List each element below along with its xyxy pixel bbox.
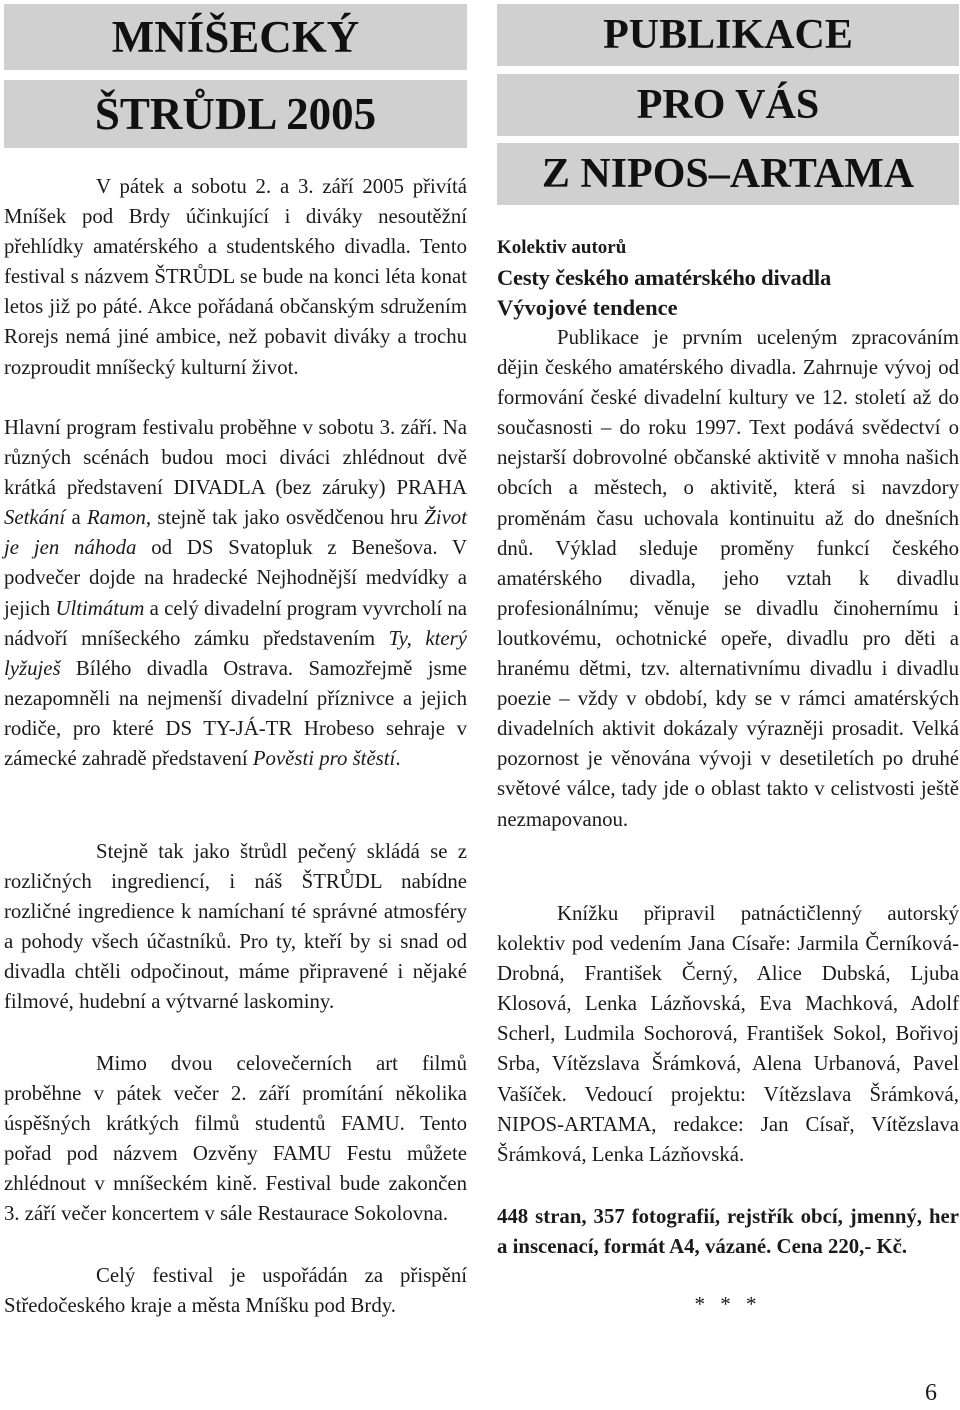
book-subtitle: Vývojové tendence — [497, 295, 678, 320]
publication-title-line2: PRO VÁS — [636, 82, 820, 128]
publication-title-banner-2 — [497, 74, 959, 136]
article-paragraph-3: Stejně tak jako štrůdl pečený skládá se z rozličných ingrediencí, i náš ŠTRŮDL nabídne rozličné ingredience k namíchaní té správné atmosféry a pohody všech účastníků. Pro ty, kteří by si snad od divadla chtěli odpočinout, máme připravené i nějaké filmové, hudební a výtvarné laskominy. — [4, 840, 467, 1014]
article-paragraph-1: V pátek a sobotu 2. a 3. září 2005 přivítá Mníšek pod Brdy účinkující i diváky nesoutěžní přehlídky amatérského a studentského divadla. Tento festival s názvem ŠTRŮDL se bude na konci léta konat letos již po páté. Akce pořádaná občanským sdružením Rorejs nemá jiné ambice, než pobavit diváky a trochu rozproudit mníšecký kulturní život. — [4, 175, 467, 379]
book-description: Publikace je prvním uceleným zpracováním dějin českého amatérského divadla. Zahrnuje vývoj od formování české divadelní kultury ve 12. století až do současnosti – do roku 1997. Text podává svědectví o nejstarší dobrovolné občanské aktivitě v mnoha našich obcích a městech, o aktivitě, která si navzdory proměnám času uchovala kontinuitu až do dnešních dnů. Výklad sleduje proměny funkcí českého amatérského divadla, jeho vztah k divadlu profesionálnímu; věnuje se divadlu činohernímu i loutkovému, ochotnické opeře, divadlu pro děti a hranému dětmi, tzv. alternativnímu divadlu i divadlu poezie – vždy v období, kdy se v rámci amatérských divadelních aktivit dokázaly výrazněji prosadit. Velká pozornost je věnována vývoji v desetiletích po druhé světové válce, tady jde o oblast takto v celistvosti ještě nezmapovanou. — [497, 326, 959, 831]
article-title-line2: ŠTRŮDL 2005 — [94, 89, 377, 139]
article-title-banner-2 — [4, 80, 467, 148]
play-title: Setkání — [4, 506, 66, 530]
article-title-banner-1 — [4, 4, 467, 70]
play-title: Ultimátum — [55, 596, 145, 620]
publication-title-line1: PUBLIKACE — [603, 12, 853, 58]
publication-title-line3: Z NIPOS–ARTAMA — [541, 151, 915, 197]
play-title: Ty, který lyžuješ — [4, 626, 467, 680]
book-details: 448 stran, 357 fotografií, rejstřík obcí, jmenný, her a inscenací, formát A4, vázané. Cena 220,- Kč. — [497, 1205, 959, 1259]
book-title: Cesty českého amatérského divadla — [497, 265, 832, 290]
section-separator: * * * — [694, 1292, 762, 1316]
article-paragraph-4: Mimo dvou celovečerních art filmů proběhne v pátek večer 2. září promítání několika úspěšných krátkých filmů studentů FAMU. Tento pořad pod názvem Ozvěny FAMU Festu můžete zhlédnout v mníšeckém kině. Festival bude zakončen 3. září večer koncertem v sále Restaurace Sokolovna. — [4, 1052, 467, 1226]
page-number: 6 — [925, 1380, 937, 1406]
play-title: Život je jen náhoda — [4, 506, 467, 560]
publication-title-banner-1 — [497, 4, 959, 66]
publication-title-banner-3 — [497, 143, 959, 205]
book-authors: Kolektiv autorů — [497, 237, 627, 258]
article-title-line1: MNÍŠECKÝ — [111, 12, 360, 62]
article-paragraph-5: Celý festival je uspořádán za přispění Středočeského kraje a města Mníšku pod Brdy. — [4, 1264, 467, 1318]
play-title: Ramon — [86, 506, 146, 530]
play-title: Pověsti pro štěstí — [252, 747, 396, 771]
book-authors-list: Knížku připravil patnáctičlenný autorský kolektiv pod vedením Jana Císaře: Jarmila Černíková-Drobná, František Černý, Alice Dubská, Ljuba Klosová, Lenka Lázňovská, Eva Machková, Adolf Scherl, Ludmila Sochorová, František Sokol, Bořivoj Srba, Vítězslava Šrámková, Alena Urbanová, Pavel Vašíček. Vedoucí projektu: Vítězslava Šrámková, NIPOS-ARTAMA, redakce: Jan Císař, Vítězslava Šrámková, Lenka Lázňovská. — [497, 902, 959, 1166]
article-paragraph-2: Hlavní program festivalu proběhne v sobotu 3. září. Na různých scénách budou moci diváci zhlédnout dvě krátká představení DIVADLA (bez záruky) PRAHA Setkání a Ramon, stejně tak jako osvědčenou hru Život je jen náhoda od DS Svatopluk z Benešova. V podvečer dojde na hradecké Nejhodnější medvídky a jejich Ultimátum a celý divadelní program vyvrcholí na nádvoří mníšeckého zámku představením Ty, který lyžuješ Bílého divadla Ostrava. Samozřejmě jsme nezapomněli na nejmenší divadelní příznivce a jejich rodiče, pro které DS TY-JÁ-TR Hrobeso sehraje v zámecké zahradě představení Pověsti pro štěstí. — [4, 416, 467, 771]
